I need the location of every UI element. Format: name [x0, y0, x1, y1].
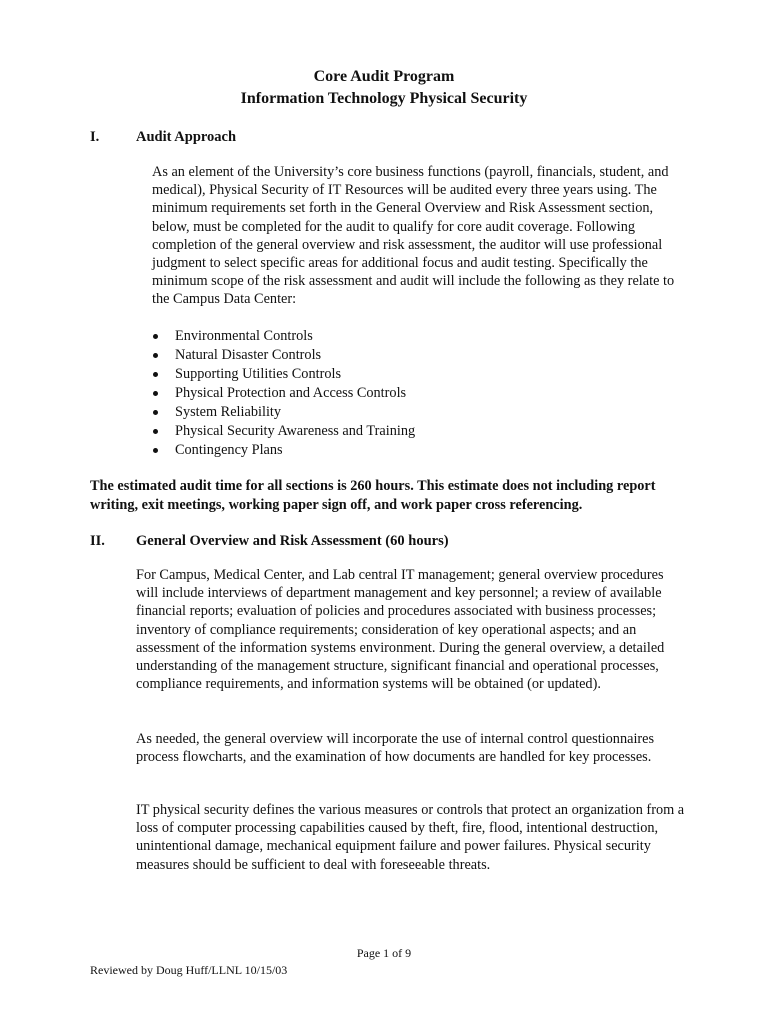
section-2-paragraph-3: IT physical security defines the various measures or controls that protect an organization from a loss of computer processing capabilities caused by theft, fire, flood, intentional destruction, unintentional damage, mechanical equipment failure and power failures. Physical security measures should be sufficient to deal with foreseeable threats. [136, 802, 685, 873]
section-1-number: I. [90, 129, 100, 145]
document-subtitle: Information Technology Physical Security [240, 90, 528, 107]
list-item: Supporting Utilities Controls [152, 365, 415, 384]
section-1-title: Audit Approach [136, 129, 237, 145]
list-item: Physical Protection and Access Controls [152, 384, 415, 403]
bullet-icon [153, 334, 158, 339]
bullet-icon [153, 372, 158, 377]
review-note: Reviewed by Doug Huff/LLNL 10/15/03 [90, 963, 288, 977]
page-number: Page 1 of 9 [356, 946, 412, 960]
list-item: System Reliability [152, 403, 415, 422]
list-item: Contingency Plans [152, 441, 415, 460]
section-2-paragraph-1: For Campus, Medical Center, and Lab central IT management; general overview procedures will include interviews of department management and key personnel; a review of available financial reports; evaluation of policies and procedures associated with business processes; inventory of compliance requirements; consideration of key operational aspects; and an assessment of the information systems environment. During the general overview, a detailed understanding of the management structure, significant financial and operational processes, compliance requirements, and information systems will be obtained (or updated). [136, 567, 665, 693]
bullet-icon [153, 353, 158, 358]
section-2-paragraph-2: As needed, the general overview will incorporate the use of internal control questionnaires process flowcharts, and the examination of how documents are handled for key processes. [136, 731, 655, 766]
estimate-note: The estimated audit time for all sections is 260 hours. This estimate does not including report writing, exit meetings, working paper sign off, and work paper cross referencing. [90, 478, 656, 513]
list-item: Physical Security Awareness and Training [152, 422, 415, 441]
document-title: Core Audit Program [313, 68, 455, 85]
section-1-paragraph: As an element of the University’s core business functions (payroll, financials, student, and medical), Physical Security of IT Resources will be audited every three years using. The minimum requirements set forth in the General Overview and Risk Assessment section, below, must be completed for the audit to qualify for core audit coverage. Following completion of the general overview and risk assessment, the auditor will use professional judgment to select specific areas for additional focus and audit testing. Specifically the minimum scope of the risk assessment and audit will include the following as they relate to the Campus Data Center: [152, 164, 675, 308]
bullet-icon [153, 391, 158, 396]
list-item: Natural Disaster Controls [152, 346, 415, 365]
section-2-title: General Overview and Risk Assessment (60 hours) [136, 533, 449, 549]
section-2-number: II. [90, 533, 105, 549]
bullet-icon [153, 429, 158, 434]
bullet-icon [153, 410, 158, 415]
list-item: Environmental Controls [152, 327, 415, 346]
bullet-icon [153, 448, 158, 453]
scope-bullet-list [152, 327, 415, 460]
